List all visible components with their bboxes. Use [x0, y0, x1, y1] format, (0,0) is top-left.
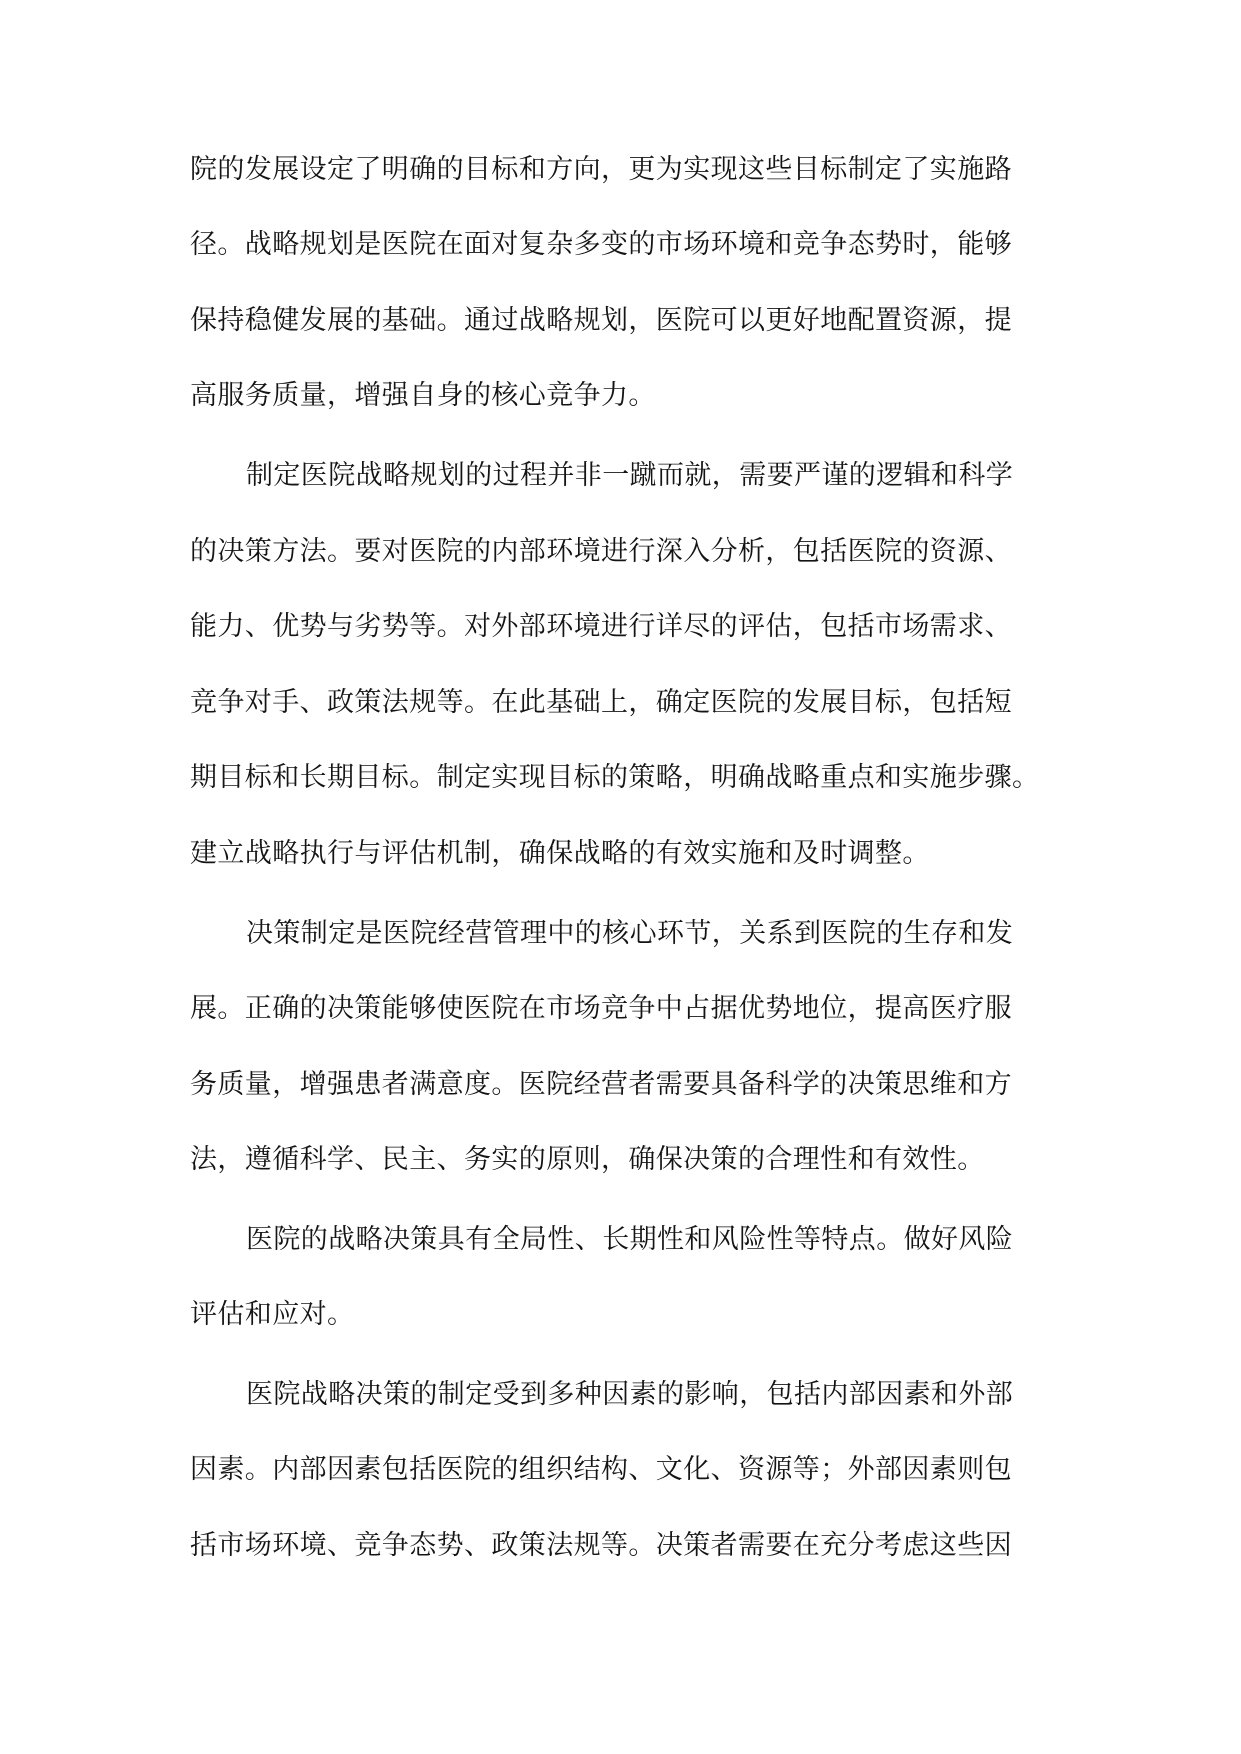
- text-line: 的决策方法。要对医院的内部环境进行深入分析，包括医院的资源、: [190, 536, 1012, 567]
- text-line: 展。正确的决策能够使医院在市场竞争中占据优势地位，提高医疗服: [190, 993, 1012, 1024]
- text-line: 法，遵循科学、民主、务实的原则，确保决策的合理性和有效性。: [190, 1144, 985, 1175]
- text-line: 务质量，增强患者满意度。医院经营者需要具备科学的决策思维和方: [190, 1069, 1012, 1100]
- paragraph-first-line: 医院战略决策的制定受到多种因素的影响，包括内部因素和外部: [246, 1379, 1014, 1410]
- paragraph-first-line: 医院的战略决策具有全局性、长期性和风险性等特点。做好风险: [246, 1224, 1014, 1255]
- text-line: 期目标和长期目标。制定实现目标的策略，明确战略重点和实施步骤。: [190, 762, 1040, 793]
- text-line: 高服务质量，增强自身的核心竞争力。: [190, 380, 656, 411]
- text-line: 评估和应对。: [190, 1299, 355, 1330]
- text-line: 建立战略执行与评估机制，确保战略的有效实施和及时调整。: [190, 838, 930, 869]
- paragraph-first-line: 制定医院战略规划的过程并非一蹴而就，需要严谨的逻辑和科学: [246, 460, 1014, 491]
- text-line: 因素。内部因素包括医院的组织结构、文化、资源等；外部因素则包: [190, 1454, 1012, 1485]
- text-line: 竞争对手、政策法规等。在此基础上，确定医院的发展目标，包括短: [190, 687, 1012, 718]
- text-line: 括市场环境、竞争态势、政策法规等。决策者需要在充分考虑这些因: [190, 1530, 1012, 1561]
- text-line: 能力、优势与劣势等。对外部环境进行详尽的评估，包括市场需求、: [190, 611, 1012, 642]
- paragraph-first-line: 决策制定是医院经营管理中的核心环节，关系到医院的生存和发: [246, 918, 1014, 949]
- text-line: 院的发展设定了明确的目标和方向，更为实现这些目标制定了实施路: [190, 154, 1012, 185]
- text-line: 径。战略规划是医院在面对复杂多变的市场环境和竞争态势时，能够: [190, 229, 1012, 260]
- text-line: 保持稳健发展的基础。通过战略规划，医院可以更好地配置资源，提: [190, 305, 1012, 336]
